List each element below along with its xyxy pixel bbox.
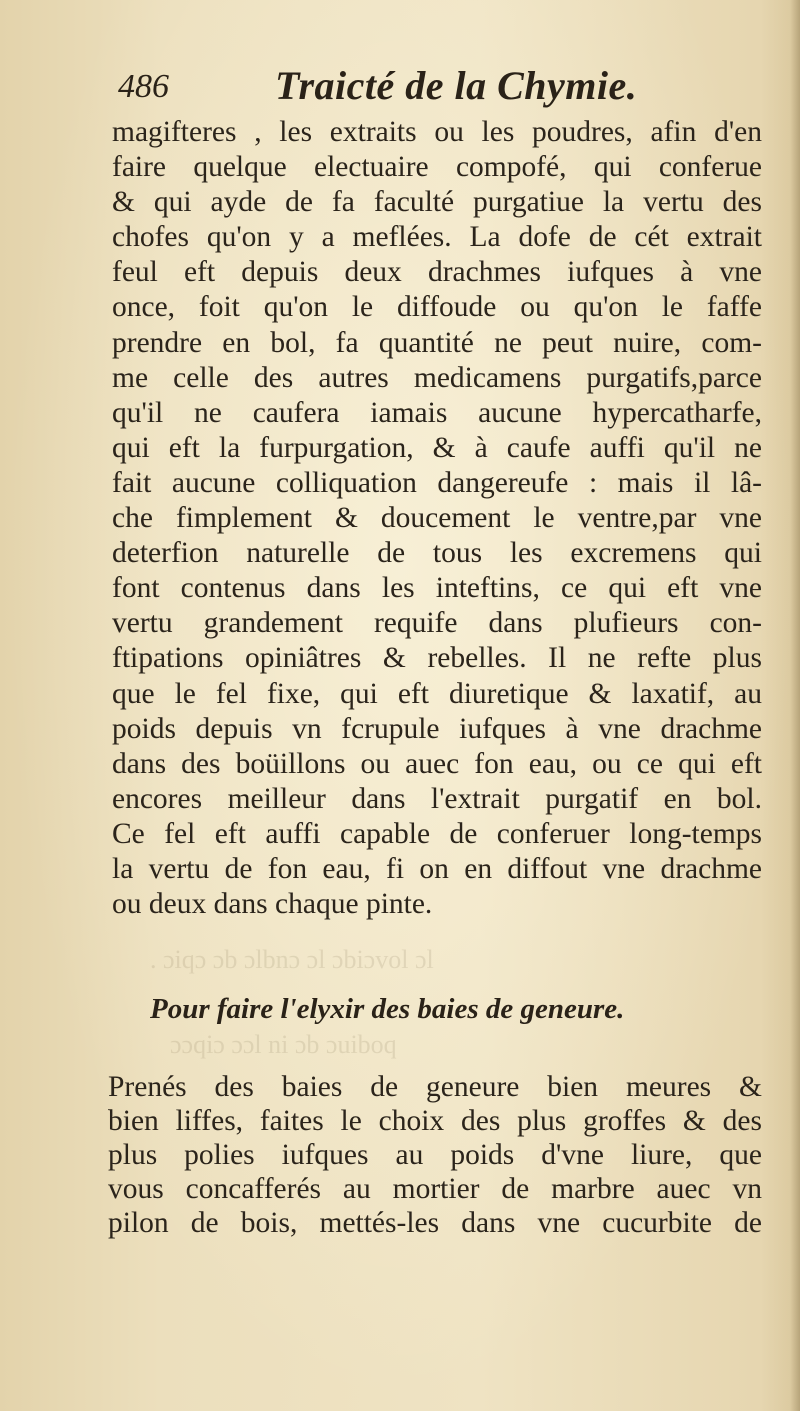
recipe-paragraph [108,1070,762,1240]
page-header [110,62,710,112]
text-line: poids depuis vn fcrupule iufques à vne drachme [112,712,762,745]
text-line: vertu grandement requife dans plufieurs con- [112,607,762,640]
page-edge-shadow [790,0,800,1411]
text-line: qu'il ne caufera iamais aucune hypercatharfe, [112,396,762,429]
text-line: vous concafferés au mortier de marbre auec vn [108,1173,762,1205]
text-line: dans des boüillons ou auec fon eau, ou ce qui eft [112,747,762,780]
text-line: prendre en bol, fa quantité ne peut nuire, com- [112,326,762,359]
running-title: Traicté de la Chymie. [275,63,638,108]
text-line: Ce fel eft auffi capable de conferuer long-temps [112,817,762,850]
text-line: la vertu de fon eau, fi on en diffout vne drachme [112,852,762,885]
text-line: magifteres , les extraits ou les poudres, afin d'en [112,116,762,148]
text-line: deterfion naturelle de tous les excremens qui [112,537,762,570]
text-line: once, foit qu'on le diffoude ou qu'on le faffe [112,291,762,324]
main-paragraph [112,115,762,922]
text-line: encores meilleur dans l'extrait purgatif en bol. [112,782,762,815]
text-line: ftipations opiniâtres & rebelles. Il ne refte plus [112,642,762,675]
text-line: que le fel fixe, qui eft diuretique & laxatif, au [112,677,762,710]
text-line: me celle des autres medicamens purgatifs,parce [112,361,762,394]
text-line: qui eft la furpurgation, & à caufe auffi qu'il ne [112,431,762,464]
text-line: fait aucune colliquation dangereufe : mais il lâ- [112,466,762,499]
text-line: font contenus dans les inteftins, ce qui eft vne [112,572,762,605]
text-line: Prenés des baies de geneure bien meures & [108,1071,762,1103]
show-through-text-2: ɔɔqiɔ ɔɔl ni ɔb ɔuiboq [170,1030,397,1059]
text-line: chofes qu'on y a meflées. La dofe de cét extrait [112,221,762,254]
text-line: bien liffes, faites le choix des plus groffes & des [108,1105,762,1137]
text-line: pilon de bois, mettés-les dans vne cucurbite de [108,1207,762,1239]
text-line: plus polies iufques au poids d'vne liure, que [108,1139,762,1171]
text-line: che fimplement & doucement le ventre,par vne [112,502,762,535]
text-line: feul eft depuis deux drachmes iufques à vne [112,256,762,289]
page-number: 486 [118,68,169,105]
show-through-text: . ɔiqɔ ɔb ɔlbnɔ ɔl ɔbiɔvol ɔl [150,945,434,974]
text-line: & qui ayde de fa faculté purgatiue la vertu des [112,186,762,219]
section-heading: Pour faire l'elyxir des baies de geneure. [150,993,625,1025]
text-line: faire quelque electuaire compofé, qui conferue [112,151,762,184]
text-line: ou deux dans chaque pinte. [112,888,433,921]
